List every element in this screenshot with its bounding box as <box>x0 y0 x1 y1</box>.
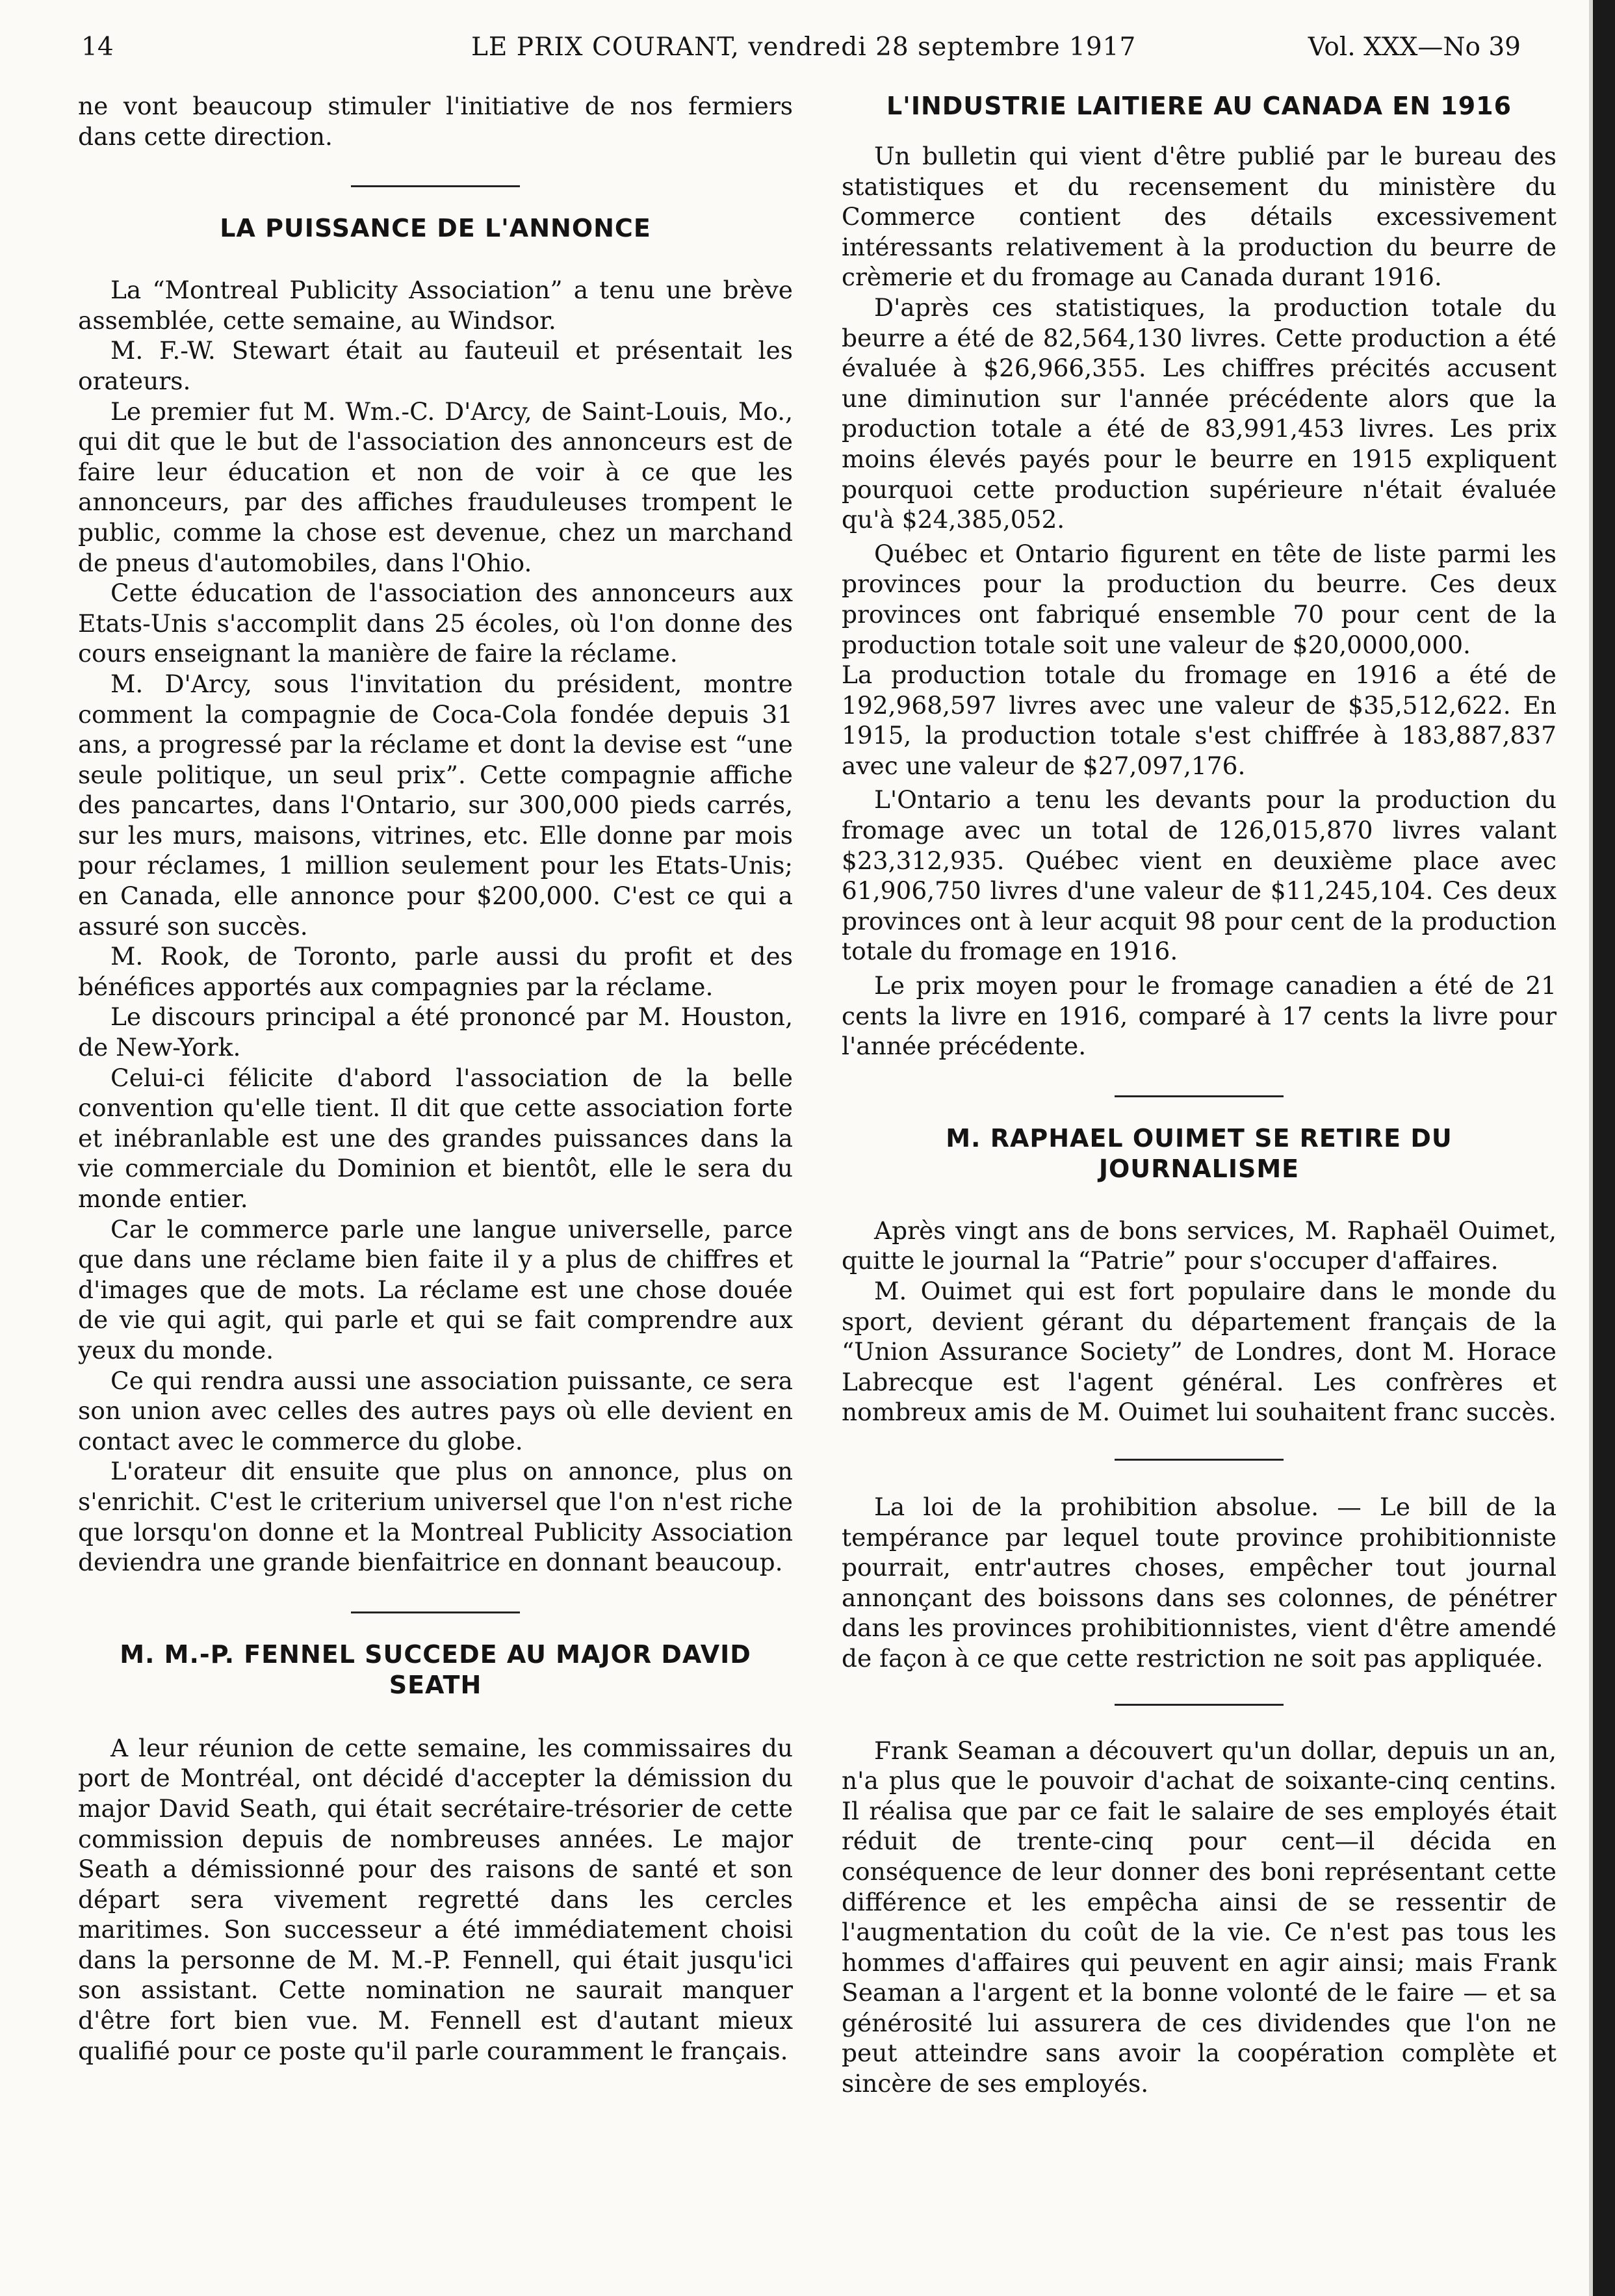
paragraph: Un bulletin qui vient d'être publié par le bureau des statistiques et du recensement du ministère du Commerce contient des détails excessivement intéressants relativement à la production du beurre de crèmerie et du fromage au Canada durant 1916. <box>842 142 1557 292</box>
volume-number: Vol. XXX—No 39 <box>1308 33 1521 62</box>
paragraph: La “Montreal Publicity Association” a tenu une brève assemblée, cette semaine, au Windsor. <box>78 276 793 335</box>
paragraph: A leur réunion de cette semaine, les commissaires du port de Montréal, ont décidé d'accepter la démission du major David Seath, qui était secrétaire-trésorier de cette commission depuis de nombreuses années. Le major Seath a démissionné pour des raisons de santé et son départ sera vivement regretté dans les cercles maritimes. Son successeur a été immédiatement choisi dans la personne de M. M.-P. Fennell, qui était jusqu'ici son assistant. Cette nomination ne saurait manquer d'être fort bien vue. M. Fennell est d'autant mieux qualifié pour ce poste qu'il parle couramment le français. <box>78 1733 793 2065</box>
paragraph: Le prix moyen pour le fromage canadien a été de 21 cents la livre en 1916, comparé à 17 cents la livre pour l'année précédente. <box>842 971 1557 1061</box>
paragraph: Le discours principal a été prononcé par M. Houston, de New-York. <box>78 1002 793 1062</box>
paragraph: Cette éducation de l'association des annonceurs aux Etats-Unis s'accomplit dans 25 écoles, où l'on donne des cours enseignant la manière de faire la réclame. <box>78 579 793 668</box>
paragraph: Après vingt ans de bons services, M. Raphaël Ouimet, quitte le journal la “Patrie” pour s'occuper d'affaires. <box>842 1216 1557 1275</box>
right-column <box>842 91 1557 2099</box>
paragraph: M. D'Arcy, sous l'invitation du président, montre comment la compagnie de Coca-Cola fondée depuis 31 ans, a progressé par la réclame et dont la devise est “une seule politique, un seul prix”. Cette compagnie affiche des pancartes, dans l'Ontario, sur 300,000 pieds carrés, sur les murs, maisons, vitrines, etc. Elle donne par mois pour réclames, 1 million seulement pour les Etats-Unis; en Canada, elle annonce pour $200,000. C'est ce qui a assuré son succès. <box>78 669 793 941</box>
article-title: LA PUISSANCE DE L'ANNONCE <box>220 214 651 243</box>
article-title: M. RAPHAEL OUIMET SE RETIRE DU JOURNALISME <box>946 1123 1453 1183</box>
paragraph: Car le commerce parle une langue universelle, parce que dans une réclame bien faite il y a plus de chiffres et d'images que de mots. La réclame est une chose douée de vie qui agit, qui parle et qui se fait comprendre aux yeux du monde. <box>78 1214 793 1364</box>
paragraph: Frank Seaman a découvert qu'un dollar, depuis un an, n'a plus que le pouvoir d'achat de soixante-cinq centins. Il réalisa que par ce fait le salaire de ses employés était réduit de trente-cinq pour cent—il décida en conséquence de leur donner des boni représentant cette différence et les empêcha ainsi de se ressentir de l'augmentation du coût de la vie. Ce n'est pas tous les hommes d'affaires qui peuvent en agir ainsi; mais Frank Seaman a l'argent et la bonne volonté de le faire — et sa générosité lui assurera de ces dividendes que l'on ne peut atteindre sans avoir la coopération complète et sincère de ses employés. <box>842 1736 1557 2098</box>
page-number: 14 <box>81 33 114 62</box>
paragraph: La loi de la prohibition absolue. — Le bill de la tempérance par lequel toute province prohibitionniste pourrait, entr'autres choses, empêcher tout journal annonçant des boissons dans ses colonnes, de pénétrer dans les provinces prohibitionnistes, vient d'être amendé de façon à ce que cette restriction ne soit pas appliquée. <box>842 1492 1557 1673</box>
paragraph: L'orateur dit ensuite que plus on annonce, plus on s'enrichit. C'est le criterium universel que l'on n'est riche que lorsqu'on donne et la Montreal Publicity Association deviendra une grande bienfaitrice en donnant beaucoup. <box>78 1457 793 1577</box>
paragraph: Ce qui rendra aussi une association puissante, ce sera son union avec celles des autres pays où elle devient en contact avec le commerce du globe. <box>78 1366 793 1455</box>
page-header <box>81 26 1521 72</box>
scan-edge <box>1593 0 1615 2296</box>
paragraph: M. F.-W. Stewart était au fauteuil et présentait les orateurs. <box>78 336 793 395</box>
article-title: M. M.-P. FENNEL SUCCEDE AU MAJOR DAVID SEATH <box>120 1639 751 1699</box>
publication-title: LE PRIX COURANT, vendredi 28 septembre 1917 <box>471 33 1137 62</box>
paragraph: L'Ontario a tenu les devants pour la production du fromage avec un total de 126,015,870 livres valant $23,312,935. Québec vient en deuxième place avec 61,906,750 livres d'une valeur de $11,245,104. Ces deux provinces ont à leur acquit 98 pour cent de la production totale du fromage en 1916. <box>842 785 1557 966</box>
paragraph: M. Ouimet qui est fort populaire dans le monde du sport, devient gérant du département français de la “Union Assurance Society” de Londres, dont M. Horace Labrecque est l'agent général. Les confrères et nombreux amis de M. Ouimet lui souhaitent franc succès. <box>842 1277 1557 1427</box>
left-column <box>78 91 793 2066</box>
paragraph: La production totale du fromage en 1916 a été de 192,968,597 livres avec une valeur de $35,512,622. En 1915, la production totale s'est chiffrée à 183,887,837 avec une valeur de $27,097,176. <box>842 660 1557 780</box>
paragraph: Celui-ci félicite d'abord l'association de la belle convention qu'elle tient. Il dit que cette association forte et inébranlable est une des grandes puissances dans la vie commerciale du Dominion et bientôt, elle le sera du monde entier. <box>78 1063 793 1213</box>
paragraph: Le premier fut M. Wm.-C. D'Arcy, de Saint-Louis, Mo., qui dit que le but de l'association des annonceurs est de faire leur éducation et non de voir à ce que les annonceurs, par des affiches frauduleuses trompent le public, comme la chose est devenue, chez un marchand de pneus d'automobiles, dans l'Ohio. <box>78 397 793 577</box>
paragraph: Québec et Ontario figurent en tête de liste parmi les provinces pour la production du beurre. Ces deux provinces ont fabriqué ensemble 70 pour cent de la production totale soit une valeur de $20,0000,000. <box>842 539 1557 659</box>
continued-text: ne vont beaucoup stimuler l'initiative de nos fermiers dans cette direction. <box>78 92 793 151</box>
paragraph: M. Rook, de Toronto, parle aussi du profit et des bénéfices apportés aux compagnies par la réclame. <box>78 942 793 1001</box>
paragraph: D'après ces statistiques, la production totale du beurre a été de 82,564,130 livres. Cette production a été évaluée à $26,966,355. Les chiffres précités accusent une diminution sur l'année précédente alors que la production totale a été de 83,991,453 livres. Les prix moins élevés payés pour le beurre en 1915 expliquent pourquoi cette production supérieure n'était évaluée qu'à $24,385,052. <box>842 293 1557 534</box>
article-title: L'INDUSTRIE LAITIERE AU CANADA EN 1916 <box>886 92 1512 120</box>
